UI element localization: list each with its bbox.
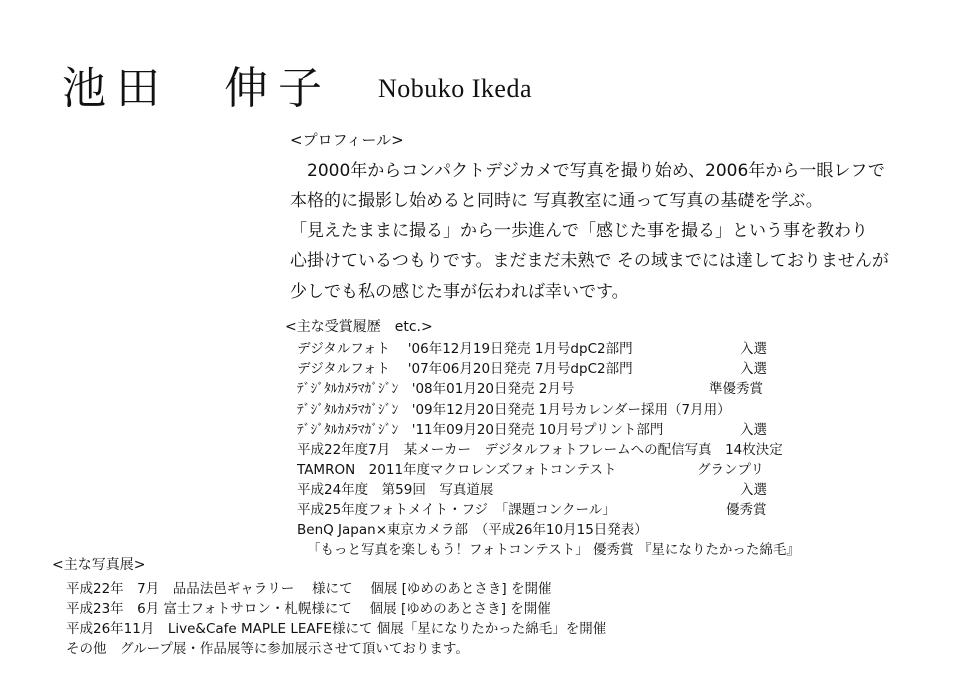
award-result: グランプリ xyxy=(697,462,764,478)
award-item: TAMRON 2011年度マクロレンズフォトコンテスト xyxy=(297,462,617,478)
exhibition-item: 平成22年 7月 品品法邑ギャラリー 様にて 個展 [ゆめのあとさき] を開催 xyxy=(66,581,552,597)
award-result: 入選 xyxy=(740,361,767,377)
exhibition-item: 平成26年11月 Live&Cafe MAPLE LEAFE様にて 個展「星になりたかった綿毛」を開催 xyxy=(66,621,607,637)
award-item: ﾃﾞｼﾞﾀﾙｶﾒﾗﾏｶﾞｼﾞﾝ '11年09月20日発売 10月号プリント部門 xyxy=(297,422,664,438)
award-item: BenQ Japan×東京カメラ部 （平成26年10月15日発表） xyxy=(297,522,648,538)
award-result: 入選 xyxy=(740,341,767,357)
award-result: 入選 xyxy=(740,482,767,498)
profile-line: 「見えたままに撮る」から一歩進んで「感じた事を撮る」という事を教わり xyxy=(290,221,868,241)
award-result: 入選 xyxy=(740,422,767,438)
name-english: Nobuko Ikeda xyxy=(378,74,533,103)
award-result: 準優秀賞 xyxy=(709,381,763,397)
profile-line: 2000年からコンパクトデジカメで写真を撮り始め、2006年から一眼レフで xyxy=(290,161,885,181)
exhibition-item: その他 グループ展・作品展等に参加展示させて頂いております。 xyxy=(66,641,469,657)
award-item: デジタルフォト '07年06月20日発売 7月号dpC2部門 xyxy=(297,361,633,377)
profile-line: 本格的に撮影し始めると同時に 写真教室に通って写真の基礎を学ぶ。 xyxy=(290,191,823,211)
award-item: 「もっと写真を楽しもう！フォトコンテスト」 優秀賞 『星になりたかった綿毛』 xyxy=(307,542,800,558)
award-item: 平成22年度7月 某メーカー デジタルフォトフレームへの配信写真 14枚決定 xyxy=(297,442,783,458)
award-item: デジタルフォト '06年12月19日発売 1月号dpC2部門 xyxy=(297,341,633,357)
exhibition-item: 平成23年 6月 富士フォトサロン・札幌様にて 個展 [ゆめのあとさき] を開催 xyxy=(66,601,551,617)
awards-heading: <主な受賞履歴 etc.> xyxy=(285,319,433,335)
award-result: 優秀賞 xyxy=(726,502,767,518)
award-item: 平成25年度フォトメイト・フジ 「課題コンクール」 xyxy=(297,502,616,518)
profile-line: 少しでも私の感じた事が伝われば幸いです。 xyxy=(290,282,629,302)
profile-line: 心掛けているつもりです。まだまだ未熟で その域までには達しておりませんが xyxy=(290,251,889,271)
award-item: ﾃﾞｼﾞﾀﾙｶﾒﾗﾏｶﾞｼﾞﾝ '08年01月20日発売 2月号 xyxy=(297,381,575,397)
name-japanese: 池田 伸子 xyxy=(62,63,332,114)
profile-heading: <プロフィール> xyxy=(290,131,404,149)
award-item: ﾃﾞｼﾞﾀﾙｶﾒﾗﾏｶﾞｼﾞﾝ '09年12月20日発売 1月号カレンダー採用（7月用） xyxy=(297,402,731,418)
exhibitions-heading: <主な写真展> xyxy=(52,557,146,573)
award-item: 平成24年度 第59回 写真道展 xyxy=(297,482,494,498)
